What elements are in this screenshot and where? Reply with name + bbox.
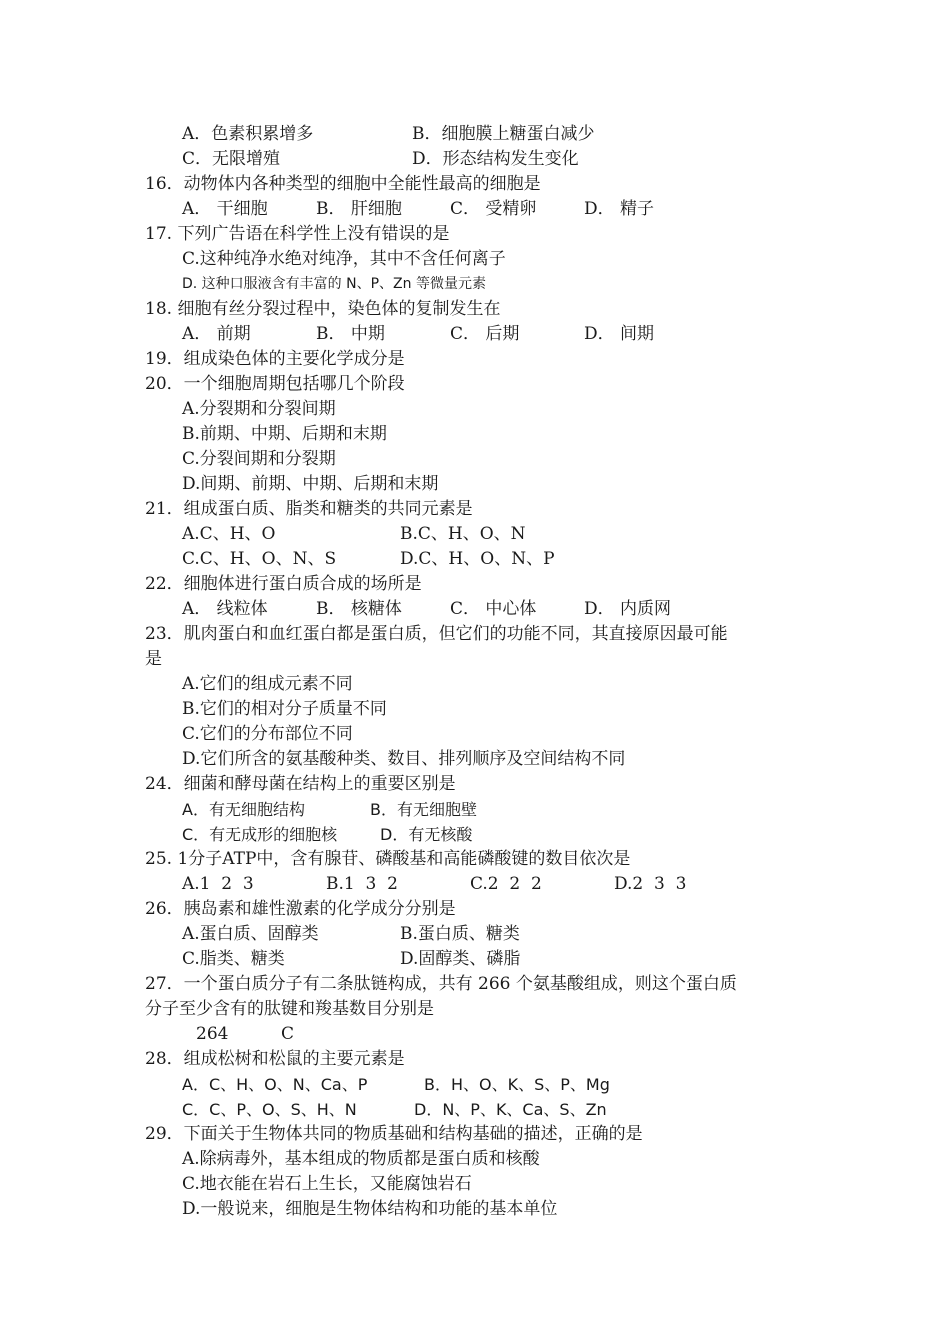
option-d: D．有无核酸 xyxy=(380,825,473,844)
option-a: A.蛋白质、固醇类 xyxy=(182,924,319,944)
question-28: 28．组成松树和松鼠的主要元素是 xyxy=(145,1049,405,1069)
option-a: A．C、H、O、N、Ca、P xyxy=(182,1075,368,1094)
option-a: A.它们的组成元素不同 xyxy=(182,674,353,694)
option-row xyxy=(145,597,815,622)
option-c: C． 中心体 xyxy=(450,599,537,619)
option-a: A． 干细胞 xyxy=(182,199,268,219)
option-c: C.分裂间期和分裂期 xyxy=(182,449,336,469)
question-19: 19．组成染色体的主要化学成分是 xyxy=(145,349,405,369)
option-b: B.蛋白质、糖类 xyxy=(400,924,520,944)
option-b: B.1 3 2 xyxy=(326,874,398,894)
option-c: C．有无成形的细胞核 xyxy=(182,825,338,844)
option-d: D.一般说来，细胞是生物体结构和功能的基本单位 xyxy=(182,1199,558,1219)
option-d: D． 间期 xyxy=(584,324,655,344)
option-a: A． 前期 xyxy=(182,324,251,344)
option-row xyxy=(145,1097,815,1122)
question-21: 21．组成蛋白质、脂类和糖类的共同元素是 xyxy=(145,499,473,519)
option-a: A．有无细胞结构 xyxy=(182,800,305,819)
option-c: C．无限增殖 xyxy=(182,149,281,169)
option-row xyxy=(145,872,815,897)
option-c: C.脂类、糖类 xyxy=(182,949,285,969)
option-c: C． 后期 xyxy=(450,324,520,344)
option-b: B.C、H、O、N xyxy=(400,524,526,544)
question-17: 17. 下列广告语在科学性上没有错误的是 xyxy=(145,224,450,244)
option-a: A．色素积累增多 xyxy=(182,124,314,144)
option-c: C.地衣能在岩石上生长，又能腐蚀岩石 xyxy=(182,1174,472,1194)
option-c: C.C、H、O、N、S xyxy=(182,549,337,569)
option-d: D.固醇类、磷脂 xyxy=(400,949,521,969)
option-row xyxy=(145,1022,815,1047)
question-27-continued: 分子至少含有的肽键和羧基数目分别是 xyxy=(145,999,434,1019)
option-row xyxy=(145,547,815,572)
option-row xyxy=(145,197,815,222)
option-d: D.C、H、O、N、P xyxy=(400,549,555,569)
option-d: D．N、P、K、Ca、S、Zn xyxy=(414,1100,607,1119)
option-row xyxy=(145,797,815,822)
question-25: 25. 1分子ATP中，含有腺苷、磷酸基和高能磷酸键的数目依次是 xyxy=(145,849,631,869)
option-a: A.分裂期和分裂间期 xyxy=(182,399,336,419)
option-row xyxy=(145,522,815,547)
option-c: C．C、P、O、S、H、N xyxy=(182,1100,357,1119)
option-fragment: 264 xyxy=(196,1024,229,1044)
option-b: B．H、O、K、S、P、Mg xyxy=(424,1075,610,1094)
option-c: C.它们的分布部位不同 xyxy=(182,724,353,744)
question-23-continued: 是 xyxy=(145,649,162,669)
option-d: D. 这种口服液含有丰富的 N、P、Zn 等微量元素 xyxy=(182,276,486,292)
option-b: B． 肝细胞 xyxy=(316,199,402,219)
option-row xyxy=(145,122,815,147)
option-d: D.2 3 3 xyxy=(614,874,687,894)
option-row xyxy=(145,922,815,947)
question-29: 29．下面关于生物体共同的物质基础和结构基础的描述，正确的是 xyxy=(145,1124,643,1144)
option-d: D． 内质网 xyxy=(584,599,672,619)
option-d: D．形态结构发生变化 xyxy=(412,149,579,169)
question-26: 26．胰岛素和雄性激素的化学成分分别是 xyxy=(145,899,456,919)
option-c: C． 受精卵 xyxy=(450,199,537,219)
question-18: 18. 细胞有丝分裂过程中，染色体的复制发生在 xyxy=(145,299,501,319)
option-c: C.这种纯净水绝对纯净，其中不含任何离子 xyxy=(182,249,506,269)
option-d: D.间期、前期、中期、后期和末期 xyxy=(182,474,439,494)
option-a: A.1 2 3 xyxy=(182,874,254,894)
question-24: 24．细菌和酵母菌在结构上的重要区别是 xyxy=(145,774,456,794)
option-c: C.2 2 2 xyxy=(470,874,542,894)
question-27: 27．一个蛋白质分子有二条肽链构成，共有 266 个氨基酸组成，则这个蛋白质 xyxy=(145,974,737,994)
question-20: 20．一个细胞周期包括哪几个阶段 xyxy=(145,374,405,394)
option-row xyxy=(145,1072,815,1097)
option-row xyxy=(145,147,815,172)
option-a: A． 线粒体 xyxy=(182,599,268,619)
option-row xyxy=(145,322,815,347)
option-b: B．细胞膜上糖蛋白减少 xyxy=(412,124,595,144)
question-23: 23．肌肉蛋白和血红蛋白都是蛋白质，但它们的功能不同，其直接原因最可能 xyxy=(145,624,728,644)
option-b: B． 核糖体 xyxy=(316,599,402,619)
option-b: B.前期、中期、后期和末期 xyxy=(182,424,387,444)
option-d: D． 精子 xyxy=(584,199,655,219)
option-row xyxy=(145,947,815,972)
option-d: D.它们所含的氨基酸种类、数目、排列顺序及空间结构不同 xyxy=(182,749,626,769)
question-22: 22．细胞体进行蛋白质合成的场所是 xyxy=(145,574,422,594)
option-b: B． 中期 xyxy=(316,324,385,344)
option-b: B.它们的相对分子质量不同 xyxy=(182,699,387,719)
question-16: 16．动物体内各种类型的细胞中全能性最高的细胞是 xyxy=(145,174,541,194)
option-row xyxy=(145,822,815,847)
option-a: A.除病毒外，基本组成的物质都是蛋白质和核酸 xyxy=(182,1149,540,1169)
option-b: B．有无细胞壁 xyxy=(370,800,477,819)
question-list xyxy=(145,122,815,1222)
option-fragment: C xyxy=(281,1024,295,1044)
option-a: A.C、H、O xyxy=(182,524,276,544)
